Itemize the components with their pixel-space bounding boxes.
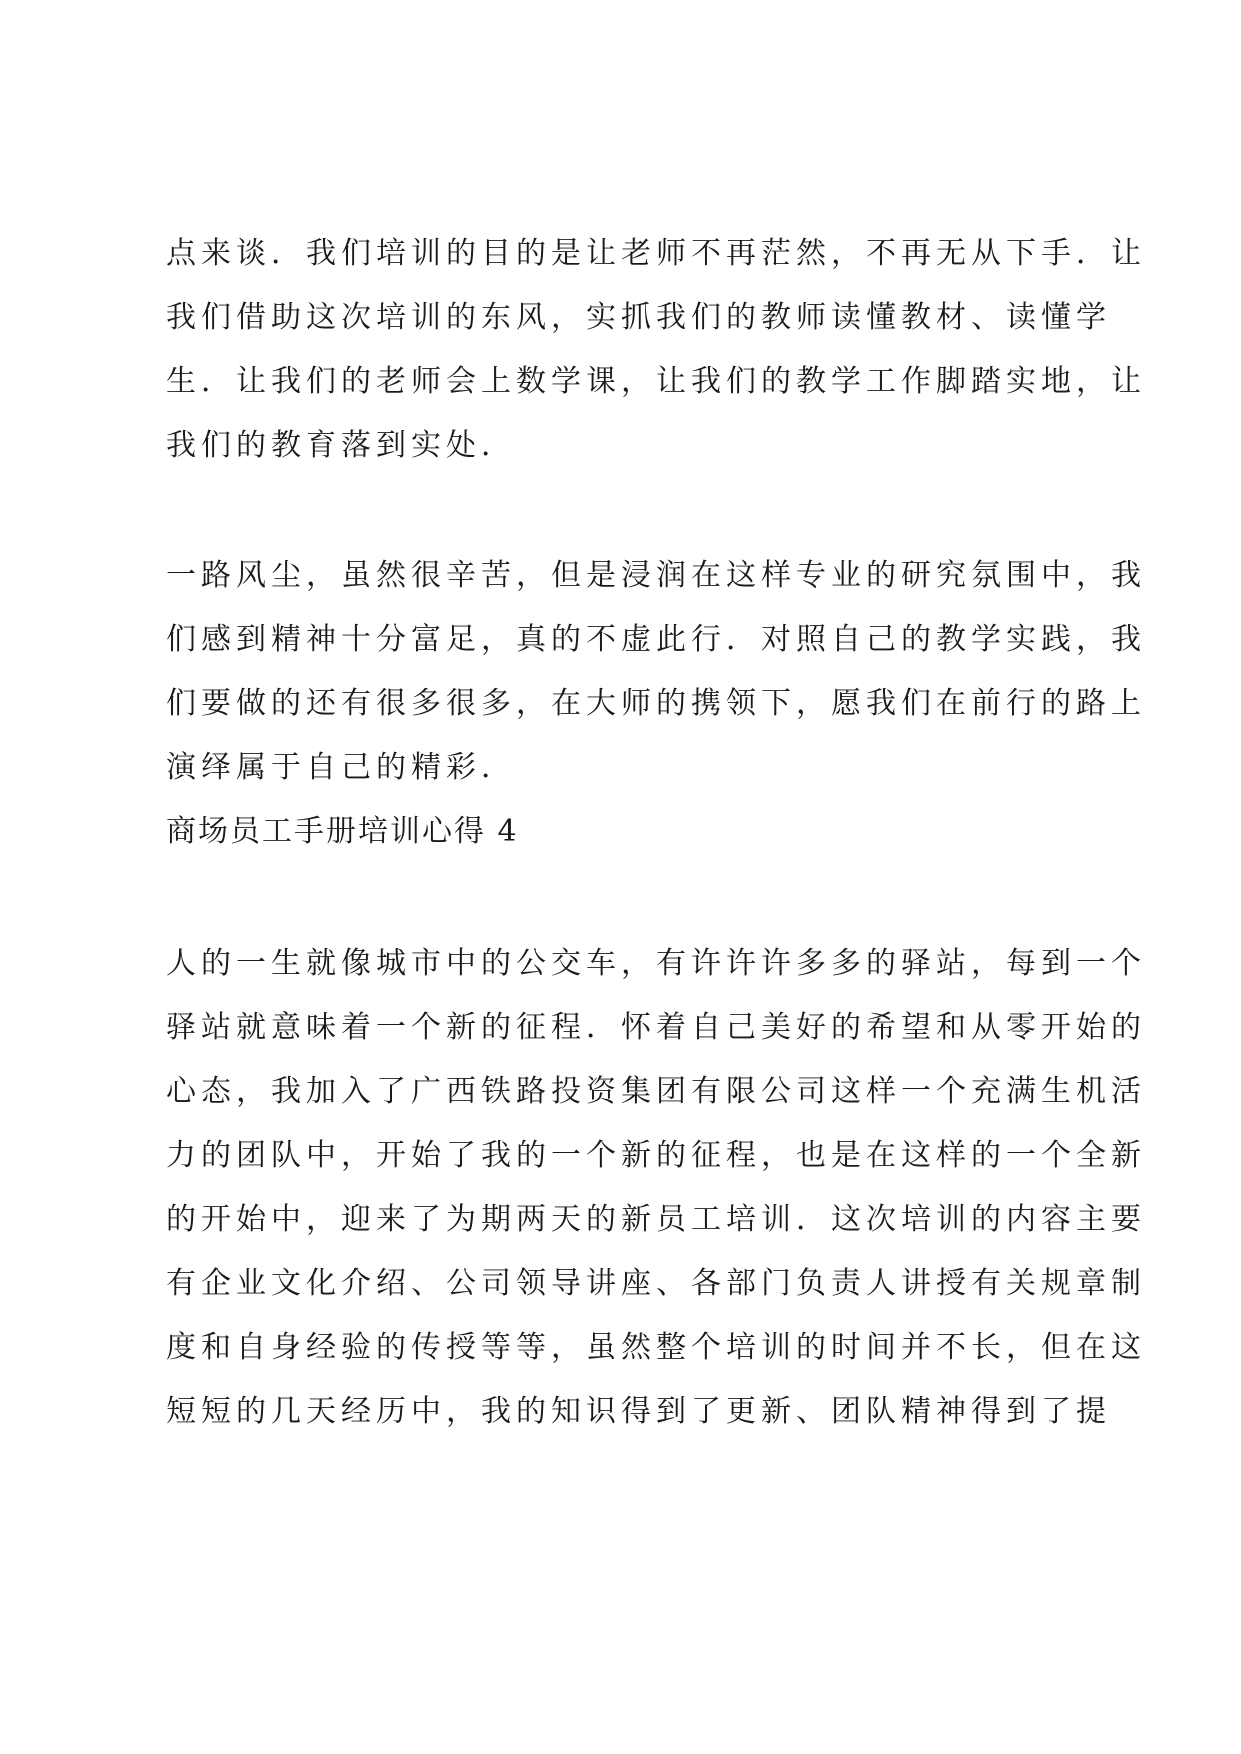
text-line: 驿站就意味着一个新的征程．怀着自己美好的希望和从零开始的	[166, 1010, 1146, 1045]
text-line: 生．让我们的老师会上数学课，让我们的教学工作脚踏实地，让	[166, 364, 1146, 399]
section-heading	[166, 800, 1086, 864]
text-line: 我们的教育落到实处．	[166, 428, 516, 463]
text-line: 有企业文化介绍、公司领导讲座、各部门负责人讲授有关规章制	[166, 1266, 1146, 1301]
text-line: 短短的几天经历中，我的知识得到了更新、团队精神得到了提	[166, 1394, 1111, 1429]
text-line: 一路风尘，虽然很辛苦，但是浸润在这样专业的研究氛围中，我	[166, 558, 1146, 593]
heading-text: 商场员工手册培训心得 4	[166, 814, 519, 849]
text-line: 我们借助这次培训的东风，实抓我们的教师读懂教材、读懂学	[166, 300, 1111, 335]
text-line: 力的团队中，开始了我的一个新的征程，也是在这样的一个全新	[166, 1138, 1146, 1173]
text-line: 点来谈．我们培训的目的是让老师不再茫然，不再无从下手．让	[166, 236, 1146, 271]
text-line: 度和自身经验的传授等等，虽然整个培训的时间并不长，但在这	[166, 1330, 1146, 1365]
text-line: 们要做的还有很多很多，在大师的携领下，愿我们在前行的路上	[166, 686, 1146, 721]
paragraph-3	[166, 932, 1146, 1444]
paragraph-2	[166, 544, 1146, 800]
text-line: 人的一生就像城市中的公交车，有许许许多多的驿站，每到一个	[166, 946, 1146, 981]
text-line: 心态，我加入了广西铁路投资集团有限公司这样一个充满生机活	[166, 1074, 1146, 1109]
text-line: 的开始中，迎来了为期两天的新员工培训．这次培训的内容主要	[166, 1202, 1146, 1237]
paragraph-1	[166, 222, 1146, 478]
text-line: 们感到精神十分富足，真的不虚此行．对照自己的教学实践，我	[166, 622, 1146, 657]
text-line: 演绎属于自己的精彩．	[166, 750, 516, 785]
document-body	[166, 222, 1146, 1444]
